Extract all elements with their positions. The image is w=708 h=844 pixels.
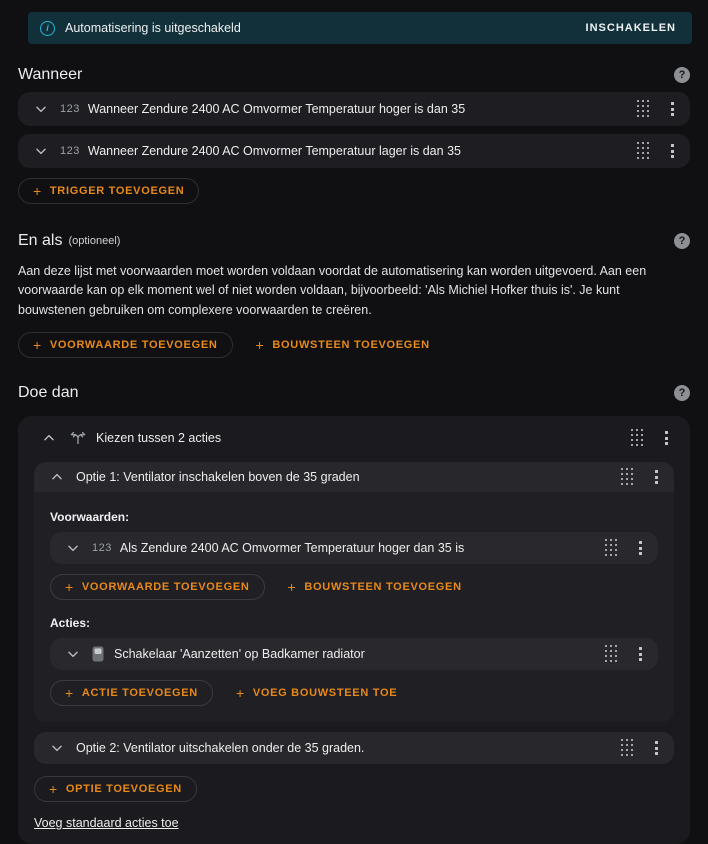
condition-row[interactable] — [50, 532, 658, 564]
section-then-header — [18, 384, 690, 402]
help-icon[interactable]: ? — [674, 233, 690, 249]
option1-title: Optie 1: Ventilator inschakelen boven de 35 graden — [76, 470, 360, 485]
actions-label: Acties: — [50, 616, 91, 631]
kebab-menu-icon[interactable] — [649, 466, 664, 488]
drag-handle-icon[interactable] — [602, 536, 621, 560]
numeric-state-icon: 123 — [60, 103, 80, 115]
add-building-block-button[interactable] — [273, 574, 477, 600]
trigger-row[interactable] — [18, 92, 690, 126]
plus-icon: + — [65, 685, 74, 702]
automation-disabled-banner — [28, 12, 692, 44]
chevron-down-icon[interactable] — [32, 100, 50, 118]
chevron-up-icon[interactable] — [40, 429, 58, 447]
add-building-block-label: VOEG BOUWSTEEN TOE — [252, 687, 398, 700]
add-action-label: ACTIE TOEVOEGEN — [81, 687, 198, 700]
chevron-down-icon[interactable] — [64, 539, 82, 557]
add-condition-label: VOORWAARDE TOEVOEGEN — [49, 339, 218, 352]
trigger-label: Wanneer Zendure 2400 AC Omvormer Temperatuur hoger is dan 35 — [87, 102, 466, 116]
add-option-label: OPTIE TOEVOEGEN — [65, 783, 182, 796]
choose-action-card — [18, 416, 690, 844]
conditions-label: Voorwaarden: — [50, 510, 130, 525]
kebab-menu-icon[interactable] — [659, 427, 674, 449]
choose-header-row[interactable] — [34, 420, 674, 456]
help-icon[interactable]: ? — [674, 385, 690, 401]
drag-handle-icon[interactable] — [618, 736, 637, 760]
plus-icon: + — [33, 183, 42, 199]
then-title: Doe dan — [18, 384, 79, 402]
kebab-menu-icon[interactable] — [665, 140, 680, 162]
help-icon[interactable]: ? — [674, 67, 690, 83]
plus-icon: + — [33, 337, 42, 354]
add-condition-button[interactable] — [50, 574, 265, 600]
numeric-state-icon: 123 — [60, 145, 80, 157]
kebab-menu-icon[interactable] — [633, 643, 648, 665]
section-when-header — [18, 66, 690, 84]
action-row[interactable] — [50, 638, 658, 670]
add-building-block-label: BOUWSTEEN TOEVOEGEN — [272, 339, 430, 352]
andif-optional-label: (optioneel) — [68, 235, 121, 247]
kebab-menu-icon[interactable] — [633, 537, 648, 559]
chevron-down-icon[interactable] — [32, 142, 50, 160]
action-label: Schakelaar 'Aanzetten' op Badkamer radiator — [114, 647, 365, 662]
drag-handle-icon[interactable] — [634, 97, 653, 121]
when-title: Wanneer — [18, 66, 83, 83]
add-building-block-button[interactable] — [221, 680, 412, 706]
chevron-down-icon[interactable] — [64, 645, 82, 663]
drag-handle-icon[interactable] — [618, 465, 637, 489]
add-trigger-button[interactable] — [18, 178, 199, 204]
add-action-button[interactable] — [50, 680, 213, 706]
numeric-state-icon: 123 — [92, 542, 112, 555]
option1-header-row[interactable] — [34, 462, 674, 492]
add-building-block-label: BOUWSTEEN TOEVOEGEN — [304, 581, 462, 594]
switch-icon — [92, 646, 104, 662]
andif-description: Aan deze lijst met voorwaarden moet worden voldaan voordat de automatisering kan worden uitgevoerd. Aan een voorwaarde kan op elk moment wel of niet worden voldaan, bijvoorbeeld: 'Als Michiel Hofker thuis is'. Je kunt bouwstenen gebruiken om complexere voorwaarden te creëren. — [18, 264, 647, 317]
add-option-button[interactable] — [34, 776, 197, 802]
plus-icon: + — [287, 579, 297, 596]
info-icon: i — [40, 21, 55, 36]
add-trigger-label: TRIGGER TOEVOEGEN — [49, 185, 185, 197]
chevron-up-icon[interactable] — [48, 468, 66, 486]
add-condition-button[interactable] — [18, 332, 233, 358]
plus-icon: + — [49, 781, 58, 798]
add-default-actions-link[interactable]: Voeg standaard acties toe — [34, 816, 179, 831]
trigger-label: Wanneer Zendure 2400 AC Omvormer Temperatuur lager is dan 35 — [87, 144, 461, 158]
condition-label: Als Zendure 2400 AC Omvormer Temperatuur hoger dan 35 is — [119, 541, 465, 556]
banner-message: Automatisering is uitgeschakeld — [65, 21, 241, 35]
add-building-block-button[interactable] — [241, 332, 445, 358]
chevron-down-icon[interactable] — [48, 739, 66, 757]
drag-handle-icon[interactable] — [634, 139, 653, 163]
section-andif-header — [18, 232, 690, 250]
kebab-menu-icon[interactable] — [649, 737, 664, 759]
choose-title: Kiezen tussen 2 acties — [96, 431, 222, 446]
option1-card — [34, 462, 674, 722]
plus-icon: + — [255, 337, 265, 354]
trigger-row[interactable] — [18, 134, 690, 168]
arrow-decision-icon — [70, 430, 86, 446]
plus-icon: + — [235, 685, 245, 702]
option2-row[interactable] — [34, 732, 674, 764]
plus-icon: + — [65, 579, 74, 596]
drag-handle-icon[interactable] — [628, 426, 647, 450]
andif-title: En als — [18, 232, 63, 249]
drag-handle-icon[interactable] — [602, 642, 621, 666]
kebab-menu-icon[interactable] — [665, 98, 680, 120]
option2-title: Optie 2: Ventilator uitschakelen onder de 35 graden. — [76, 741, 365, 756]
add-condition-label: VOORWAARDE TOEVOEGEN — [81, 581, 250, 594]
enable-button[interactable]: INSCHAKELEN — [582, 16, 680, 40]
